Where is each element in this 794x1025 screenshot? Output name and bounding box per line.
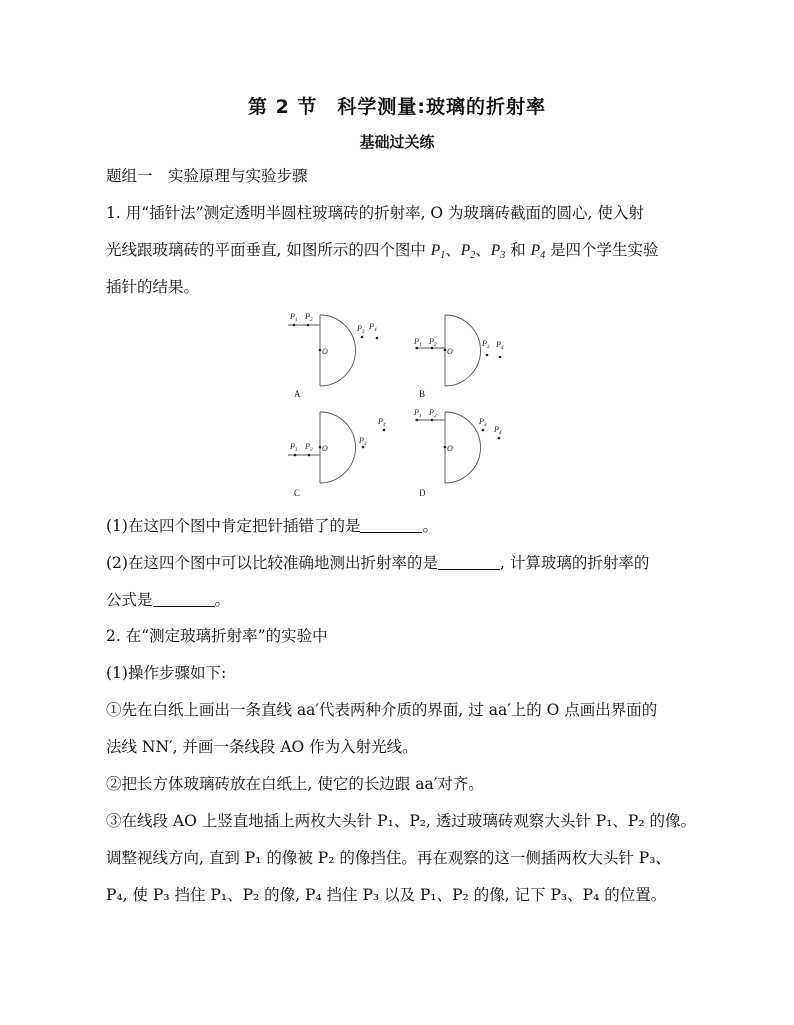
label-c-p1: $P_1$ [290, 442, 298, 453]
label-b-p3: $P_3$ [482, 339, 490, 350]
dot-c-p1 [294, 454, 297, 457]
q1-sub2-formula [106, 590, 706, 610]
answer-blank-1[interactable] [360, 517, 422, 533]
label-a-o: O [322, 347, 328, 356]
label-d-p4: $P_4$ [494, 425, 502, 436]
q1-sub2-text-b: , 计算玻璃的折射率的 [499, 554, 650, 572]
answer-blank-2[interactable] [438, 554, 500, 570]
figure-label-a: A [294, 389, 301, 399]
q1-sub2-text: (2)在这四个图中可以比较准确地测出折射率的是 [106, 554, 438, 572]
page-title: 第 2 节 科学测量:玻璃的折射率 [247, 96, 547, 118]
label-c-o: O [322, 444, 328, 453]
label-c-p4: $P_4$ [378, 417, 386, 428]
q1-sub2-end: 。 [214, 591, 231, 609]
q2-line2: (1)操作步骤如下: [106, 664, 227, 682]
label-d-p2: $P_2$ [429, 408, 437, 419]
dot-d-o [444, 446, 447, 449]
dot-b-p4 [499, 356, 502, 359]
q1-sub1-text: (1)在这四个图中肯定把针插错了的是 [106, 517, 361, 535]
q1-line2-text-a: 光线跟玻璃砖的平面垂直, 如图所示的四个图中 [106, 241, 431, 259]
section-heading: 题组一 实验原理与实验步骤 [106, 167, 308, 185]
label-d-p3: $P_3$ [479, 417, 487, 428]
q1-sub1 [106, 516, 706, 536]
dot-a-p3 [361, 336, 364, 339]
dot-c-p4 [383, 429, 386, 432]
q1-sub2-formula-text: 公式是 [106, 591, 153, 609]
dot-c-o [319, 446, 322, 449]
q2-step3b: 调整视线方向, 直到 P₁ 的像被 P₂ 的像挡住。再在观察的这一侧插两枚大头针 P₃、 [106, 849, 671, 867]
figure-label-c: C [294, 488, 301, 498]
q1-sub1-end: 。 [422, 517, 438, 535]
q2-step3a: ③在线段 AO 上竖直地插上两枚大头针 P₁、P₂, 透过玻璃砖观察大头针 P₁、P₂ 的像。 [106, 812, 696, 830]
q1-line2-text-b: 和 [505, 241, 531, 259]
dot-a-p4 [376, 337, 379, 340]
q2-step1a: ①先在白纸上画出一条直线 aa′代表两种介质的界面, 过 aa′上的 O 点画出界面的 [106, 701, 658, 719]
figure-label-b: B [419, 389, 426, 399]
label-a-p3: $P_3$ [357, 324, 365, 335]
dot-a-p2 [307, 324, 310, 327]
label-b-o: O [447, 347, 453, 356]
dot-a-o [319, 349, 322, 352]
label-d-o: O [447, 444, 453, 453]
page-subtitle: 基础过关练 [359, 133, 435, 151]
dot-d-p2 [431, 419, 434, 422]
label-c-p3: $P_3$ [359, 436, 367, 447]
dot-a-p1 [293, 324, 296, 327]
q1-sub2 [106, 553, 706, 573]
answer-blank-3[interactable] [153, 591, 215, 607]
label-b-p1: $P_1$ [414, 337, 422, 348]
q1-line1: 1. 用“插针法”测定透明半圆柱玻璃砖的折射率, O 为玻璃砖截面的圆心, 使入射 [106, 204, 644, 222]
q1-line2-text-c: 是四个学生实验 [545, 241, 659, 259]
pin-diagrams-svg [275, 305, 525, 510]
q2-step3c: P₄, 使 P₃ 挡住 P₁、P₂ 的像, P₄ 挡住 P₃ 以及 P₁、P₂ 的像, 记下 P₃、P₄ 的位置。 [106, 886, 667, 904]
dot-b-p3 [486, 354, 489, 357]
q2-line1: 2. 在“测定玻璃折射率”的实验中 [106, 627, 328, 645]
label-a-p4: $P_4$ [369, 322, 377, 333]
q2-step2: ②把长方体玻璃砖放在白纸上, 使它的长边跟 aa′对齐。 [106, 775, 484, 793]
q1-line2: 光线跟玻璃砖的平面垂直, 如图所示的四个图中 $P_1$、$P_2$、$P_3$ 和 $P_4$ 是四个学生实验 [106, 241, 659, 261]
dot-b-o [444, 349, 447, 352]
label-b-p2: $P_2$ [429, 337, 437, 348]
pin-p3: $P_3$ [490, 242, 506, 261]
pin-p1: $P_1$ [430, 242, 446, 261]
q1-line3: 插针的结果。 [106, 278, 200, 296]
q2-step1b: 法线 NN′, 并画一条线段 AO 作为入射光线。 [106, 738, 418, 756]
pin-p4: $P_4$ [530, 242, 546, 261]
dot-d-p4 [498, 437, 501, 440]
dot-d-p1 [416, 419, 419, 422]
dot-d-p3 [482, 429, 485, 432]
label-c-p2: $P_2$ [305, 442, 313, 453]
dot-c-p2 [308, 454, 311, 457]
label-b-p4: $P_4$ [496, 340, 504, 351]
figure-label-d: D [419, 488, 426, 498]
label-a-p1: $P_1$ [290, 312, 298, 323]
label-d-p1: $P_1$ [414, 408, 422, 419]
label-a-p2: $P_2$ [305, 312, 313, 323]
pin-p2: $P_2$ [460, 242, 476, 261]
pin-diagrams [275, 305, 525, 510]
